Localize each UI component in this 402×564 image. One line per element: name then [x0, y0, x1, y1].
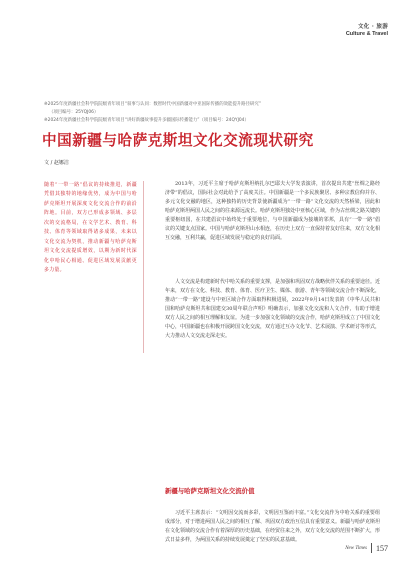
- funding-note: ※2024年度新疆社会科学院院级青年项目“讲好新疆故事提升多疆国际传播能力”（项目编号：24QYJ04）: [44, 118, 249, 123]
- funding-notes: [44, 101, 374, 125]
- section-title-cn: 文化 · 旅游: [357, 24, 388, 30]
- author-byline: 文 / 赵娜洁: [44, 160, 69, 166]
- abstract-divider: [143, 181, 144, 353]
- paragraph-text: 2013年，习近平主席于哈萨克斯坦纳扎尔巴耶夫大学发表演讲，首次提出共建“丝绸之路经济带”的倡议，国际社会对此给予了高度关注。中国新疆是一个多民族聚居、多种宗教信仰并存、多元文化交融的地区，这种独特的历史背景使新疆成为“一带一路”文化交流的天然桥梁，因此和哈萨克斯坦两国人民之间的往来源远流长。哈萨克斯坦独处中亚核心区域，作为古丝绸之路关键的重要枢纽国，在共建倡议中始终处于重要地位，与中国新疆成为接壤的邻邦，具有“一带一路”倡议的关键支点国家。中国与哈萨克斯坦山水相连，在历史上双方一直保持着友好往来，双方文化相互交融，互利共赢，促进区域发展与稳定的良好局面。: [165, 181, 380, 242]
- funding-note-number: （项目编号：25YQJ06）: [49, 110, 99, 115]
- section-title-en: Culture & Travel: [345, 31, 388, 37]
- funding-note: ※2025年度新疆社会科学院院级青年项目“叙事与认同：数智时代中国新疆对中亚国际传播的效能提升路径研究”: [44, 102, 261, 107]
- page-number: 157: [376, 543, 388, 553]
- page-footer: [345, 543, 388, 553]
- paragraph-text: 人文交流是构建新时代中哈关系的重要支撑，是加强和巩固双方战略伙伴关系的重要途径。近年来，双方在文化、科技、教育、体育、医疗卫生、媒体、旅游、青年等领域交流合作不断深化，推动“一带一路”建设与中亚区域合作方面取得积极进展，2022年9月14日发表的《中华人民共和国和哈萨克斯坦共和国建交30周年联合声明》明确表示，加强文化交流和人文合作，有助于增进双方人民之间的相互理解和友谊。为进一步加强文化领域的交流合作，哈萨克斯坦成立了中国文化中心，中国新疆也在积极开展跨国文化交流，双方通过互办文化节、艺术展演、学术研讨等形式，大力推动人文交流走深走实。: [165, 279, 380, 340]
- article-title: 中国新疆与哈萨克斯坦文化交流现状研究: [42, 132, 314, 149]
- article-abstract: 随着“一带一路”倡议的持续推进，新疆凭借其独特的地缘优势，成为中国与哈萨克斯坦开展深度文化交流合作的前沿阵地。目前，双方已形成多领域、多层次的交流格局，在文学艺术、教育、科技、体育等领域取得诸多成果，未来以文化交流为契机，推动新疆与哈萨克斯坦文化交流提质增效，以期为新时代深化中哈民心相通、促进区域发展贡献更多力量。: [44, 182, 137, 274]
- publication-name: New Times: [345, 545, 367, 551]
- body-paragraph: [165, 278, 380, 422]
- paragraph-text: 习近平主席表示：“文明因交流而多彩，文明因互鉴而丰富。”文化交流作为中哈关系的重要组成部分，对于增进两国人民之间的相互了解、巩固双方政治互信具有重要意义。新疆与哈萨克斯坦在文化领域的交流合作有着深厚的历史基础，在经贸往来之外，双方文化交流的范围不断扩大，形式日益多样，为两国关系的持续发展奠定了坚实的民意基础。: [165, 510, 380, 544]
- body-paragraph: [165, 180, 380, 271]
- section-header: [346, 22, 388, 37]
- body-paragraph: [165, 509, 380, 564]
- footer-divider: [371, 543, 372, 553]
- section-subheading: 新疆与哈萨克斯坦文化交流价值: [165, 487, 255, 495]
